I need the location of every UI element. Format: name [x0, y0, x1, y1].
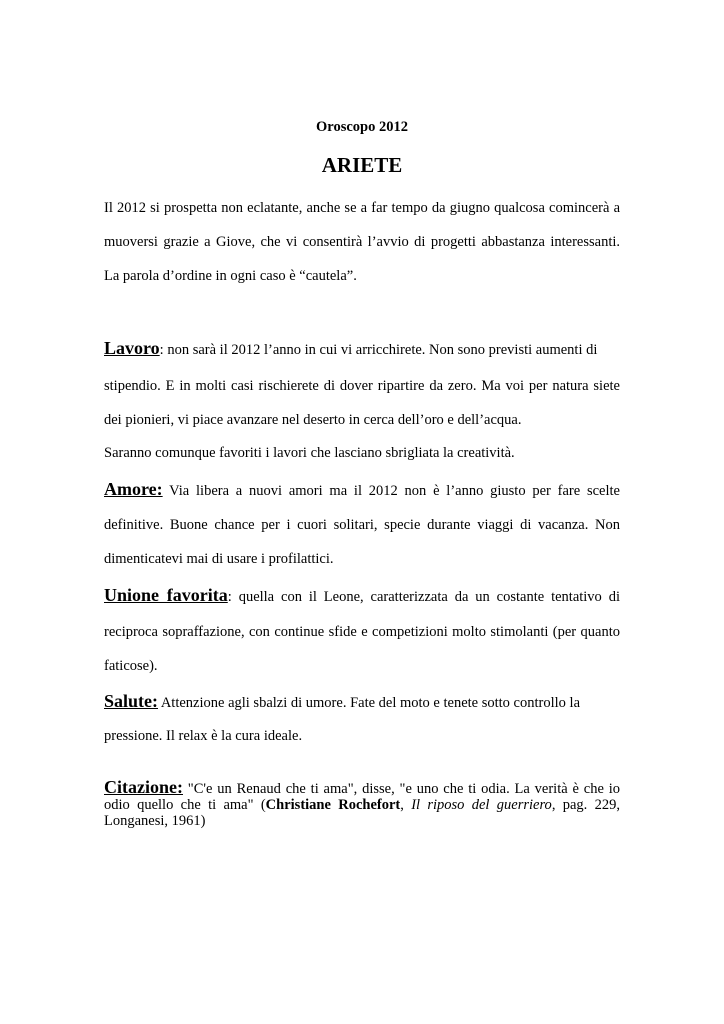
- lavoro-heading: Lavoro: [104, 338, 160, 358]
- citazione-heading: Citazione:: [104, 777, 183, 797]
- intro-line-3: La parola d’ordine in ogni caso è “cautela”.: [104, 268, 357, 284]
- intro-line-1: Il 2012 si prospetta non eclatante, anche se a far tempo da giugno qualcosa comincerà a: [104, 200, 620, 216]
- unione-text: : quella con il Leone, caratterizzata da un costante tentativo di: [227, 589, 620, 605]
- citazione-author: Christiane Rochefort: [265, 797, 401, 813]
- unione-line-3: faticose).: [104, 658, 158, 674]
- lavoro-text: : non sarà il 2012 l’anno in cui vi arricchirete. Non sono previsti aumenti di: [159, 342, 598, 358]
- citazione-source: , pag. 229, Longanesi, 1961): [104, 797, 620, 829]
- document-kicker: Oroscopo 2012: [316, 119, 408, 135]
- amore-paragraph-first-line: [104, 479, 620, 501]
- unione-heading: Unione favorita: [104, 585, 228, 605]
- unione-line-2: reciproca sopraffazione, con continue sfide e competizioni molto stimolanti (per quanto: [104, 624, 620, 640]
- salute-line-2: pressione. Il relax è la cura ideale.: [104, 728, 303, 744]
- unione-paragraph-first-line: [104, 585, 620, 607]
- lavoro-paragraph-first-line: [104, 338, 620, 360]
- citazione-quote: "C'e un Renaud che ti ama", disse, "e uno che ti odia. La verità è che io odio quello che ti ama" (: [104, 781, 620, 813]
- citazione-separator: ,: [400, 797, 412, 813]
- lavoro-line-3: dei pionieri, vi piace avanzare nel deserto in cerca dell’oro e dell’acqua.: [104, 412, 522, 428]
- amore-line-2: definitive. Buone chance per i cuori solitari, specie durante viaggi di vacanza. Non: [104, 517, 620, 533]
- lavoro-line-4: Saranno comunque favoriti i lavori che lasciano sbrigliata la creatività.: [104, 445, 515, 461]
- document-title: ARIETE: [321, 153, 403, 177]
- citazione-work: Il riposo del guerriero: [411, 797, 552, 813]
- lavoro-line-2: stipendio. E in molti casi rischierete di dover ripartire da zero. Ma voi per natura siete: [104, 378, 620, 394]
- citazione-paragraph: [104, 779, 620, 829]
- amore-text: Via libera a nuovi amori ma il 2012 non è l’anno giusto per fare scelte: [162, 483, 620, 499]
- salute-paragraph-first-line: [104, 691, 620, 713]
- amore-heading: Amore:: [104, 479, 163, 499]
- amore-line-3: dimenticatevi mai di usare i profilattici.: [104, 551, 334, 567]
- salute-text: Attenzione agli sbalzi di umore. Fate del moto e tenete sotto controllo la: [158, 695, 581, 711]
- salute-heading: Salute:: [104, 691, 158, 711]
- intro-line-2: muoversi grazie a Giove, che vi consentirà l’avvio di progetti abbastanza interessanti.: [104, 234, 620, 250]
